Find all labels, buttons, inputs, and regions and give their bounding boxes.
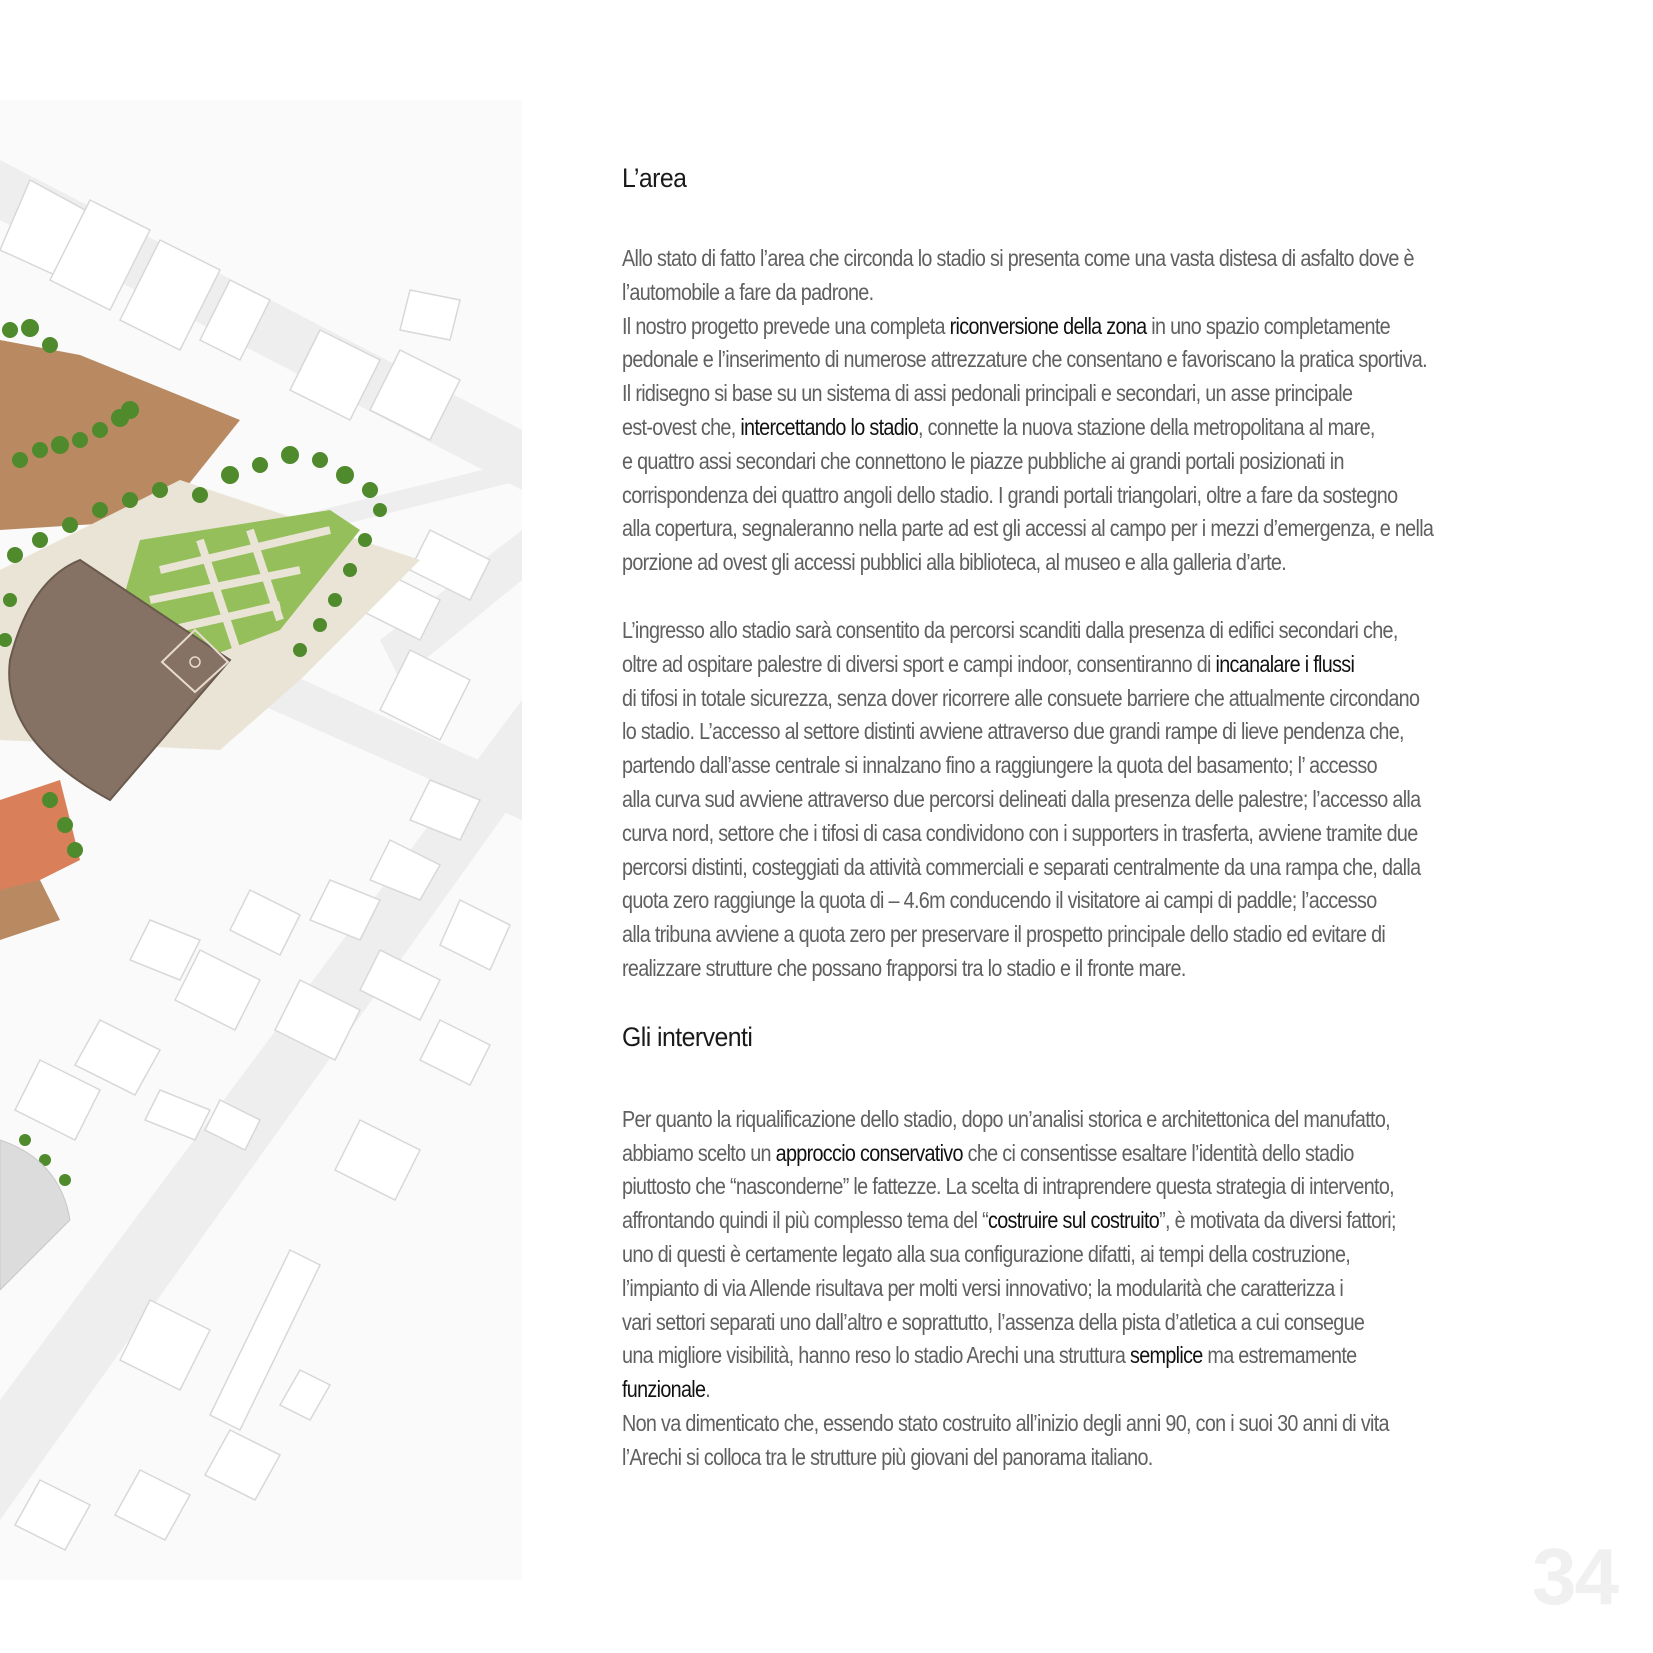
text-line	[622, 546, 1508, 580]
text-line	[622, 952, 1508, 986]
text-line	[622, 918, 1508, 952]
highlighted-phrase: costruire sul costruito	[988, 1207, 1160, 1234]
text-line	[622, 1103, 1508, 1137]
site-plan-drawing	[0, 100, 522, 1580]
section-heading-interventi: Gli interventi	[622, 1021, 753, 1052]
text-segment: Il ridisegno si base su un sistema di assi pedonali principali e secondari, un asse principale	[622, 380, 1353, 407]
paragraph-ingresso	[622, 614, 1508, 986]
text-segment: alla tribuna avviene a quota zero per preservare il prospetto principale dello stadio ed evitare di	[622, 921, 1386, 948]
text-segment: l’Arechi si colloca tra le strutture più giovani del panorama italiano.	[622, 1443, 1153, 1470]
section-heading-area: L’area	[622, 163, 687, 193]
text-segment: uno di questi è certamente legato alla sua configurazione difatti, ai tempi della costruzione,	[622, 1240, 1351, 1267]
highlighted-phrase: approccio conservativo	[775, 1139, 963, 1166]
text-line	[622, 479, 1508, 513]
text-segment: partendo dall’asse centrale si innalzano fino a raggiungere la quota del basamento; l’ accesso	[622, 752, 1377, 779]
text-segment: curva nord, settore che i tifosi di casa condividono con i supporters in trasferta, avviene tramite due	[622, 819, 1418, 846]
text-line	[622, 749, 1508, 783]
text-segment: vari settori separati uno dall’altro e soprattutto, l’assenza della pista d’atletica a cui consegue	[622, 1308, 1365, 1335]
text-segment: percorsi distinti, costeggiati da attività commerciali e separati centralmente da una rampa che, dalla	[622, 853, 1421, 880]
page-number: 34	[1532, 1532, 1617, 1621]
text-line	[622, 411, 1508, 445]
text-segment: alla copertura, segnaleranno nella parte ad est gli accessi al campo per i mezzi d’emergenza, e nella	[622, 515, 1434, 542]
text-segment: , connette la nuova stazione della metropolitana al mare,	[918, 413, 1375, 440]
text-segment: lo stadio. L’accesso al settore distinti avviene attraverso due grandi rampe di lieve pendenza che,	[622, 718, 1404, 745]
text-line	[622, 1137, 1508, 1171]
highlighted-phrase: incanalare i flussi	[1215, 650, 1355, 677]
text-segment: oltre ad ospitare palestre di diversi sport e campi indoor, consentiranno di	[622, 650, 1216, 677]
text-segment: abbiamo scelto un	[622, 1139, 776, 1166]
text-segment: realizzare strutture che possano frapporsi tra lo stadio e il fronte mare.	[622, 954, 1186, 981]
text-line	[622, 1373, 1508, 1407]
text-segment: quota zero raggiunge la quota di – 4.6m conducendo il visitatore ai campi di paddle; l’accesso	[622, 887, 1377, 914]
text-line	[622, 242, 1508, 276]
text-segment: Il nostro progetto prevede una completa	[622, 312, 950, 339]
text-segment: corrispondenza dei quattro angoli dello stadio. I grandi portali triangolari, oltre a fare da sostegno	[622, 481, 1398, 508]
highlighted-phrase: riconversione della zona	[949, 312, 1147, 339]
text-segment: Per quanto la riqualificazione dello stadio, dopo un’analisi storica e architettonica del manufatto,	[622, 1105, 1390, 1132]
highlighted-phrase: intercettando lo stadio	[740, 413, 919, 440]
text-segment: est-ovest che,	[622, 413, 741, 440]
text-line	[622, 851, 1508, 885]
text-line	[622, 715, 1508, 749]
text-line	[622, 276, 1508, 310]
text-line	[622, 1204, 1508, 1238]
site-plan-image	[0, 100, 522, 1580]
text-line	[622, 817, 1508, 851]
text-segment: e quattro assi secondari che connettono le piazze pubbliche ai grandi portali posizionati in	[622, 447, 1344, 474]
text-line	[622, 884, 1508, 918]
text-segment: ”, è motivata da diversi fattori;	[1159, 1207, 1396, 1234]
text-line	[622, 512, 1508, 546]
text-segment: pedonale e l’inserimento di numerose attrezzature che consentano e favoriscano la pratica sportiva.	[622, 346, 1427, 373]
text-line	[622, 1441, 1508, 1475]
text-line	[622, 614, 1508, 648]
text-segment: in uno spazio completamente	[1146, 312, 1390, 339]
text-segment: che ci consentisse esaltare l’identità dello stadio	[962, 1139, 1354, 1166]
highlighted-phrase: semplice	[1130, 1342, 1203, 1369]
text-segment: alla curva sud avviene attraverso due percorsi delineati dalla presenza delle palestre; l’accesso alla	[622, 785, 1421, 812]
text-segment: porzione ad ovest gli accessi pubblici alla biblioteca, al museo e alla galleria d’arte.	[622, 549, 1287, 576]
text-segment: l’impianto di via Allende risultava per molti versi innovativo; la modularità che caratterizza i	[622, 1274, 1344, 1301]
text-line	[622, 1238, 1508, 1272]
text-segment: piuttosto che “nasconderne” le fattezze. La scelta di intraprendere questa strategia di intervento,	[622, 1173, 1394, 1200]
paragraph-area	[622, 242, 1508, 580]
paragraph-interventi	[622, 1103, 1508, 1475]
highlighted-phrase: funzionale	[622, 1376, 706, 1403]
text-segment: .	[705, 1376, 711, 1403]
text-segment: affrontando quindi il più complesso tema del “	[622, 1207, 989, 1234]
text-line	[622, 1170, 1508, 1204]
text-line	[622, 310, 1508, 344]
text-segment: L’ingresso allo stadio sarà consentito da percorsi scanditi dalla presenza di edifici secondari che,	[622, 616, 1398, 643]
text-line	[622, 343, 1508, 377]
text-line	[622, 1339, 1508, 1373]
text-line	[622, 377, 1508, 411]
text-line	[622, 445, 1508, 479]
text-line	[622, 783, 1508, 817]
text-line	[622, 648, 1508, 682]
text-segment: di tifosi in totale sicurezza, senza dover ricorrere alle consuete barriere che attualmente circondano	[622, 684, 1420, 711]
text-column	[622, 155, 1552, 1475]
text-segment: ma estremamente	[1202, 1342, 1357, 1369]
text-segment: Non va dimenticato che, essendo stato costruito all’inizio degli anni 90, con i suoi 30 anni di vita	[622, 1409, 1389, 1436]
text-segment: Allo stato di fatto l’area che circonda lo stadio si presenta come una vasta distesa di asfalto dove è	[622, 245, 1414, 271]
text-line	[622, 1272, 1508, 1306]
text-line	[622, 1306, 1508, 1340]
text-segment: l’automobile a fare da padrone.	[622, 278, 874, 305]
text-segment: una migliore visibilità, hanno reso lo stadio Arechi una struttura	[622, 1342, 1131, 1369]
text-line	[622, 1407, 1508, 1441]
text-line	[622, 682, 1508, 716]
